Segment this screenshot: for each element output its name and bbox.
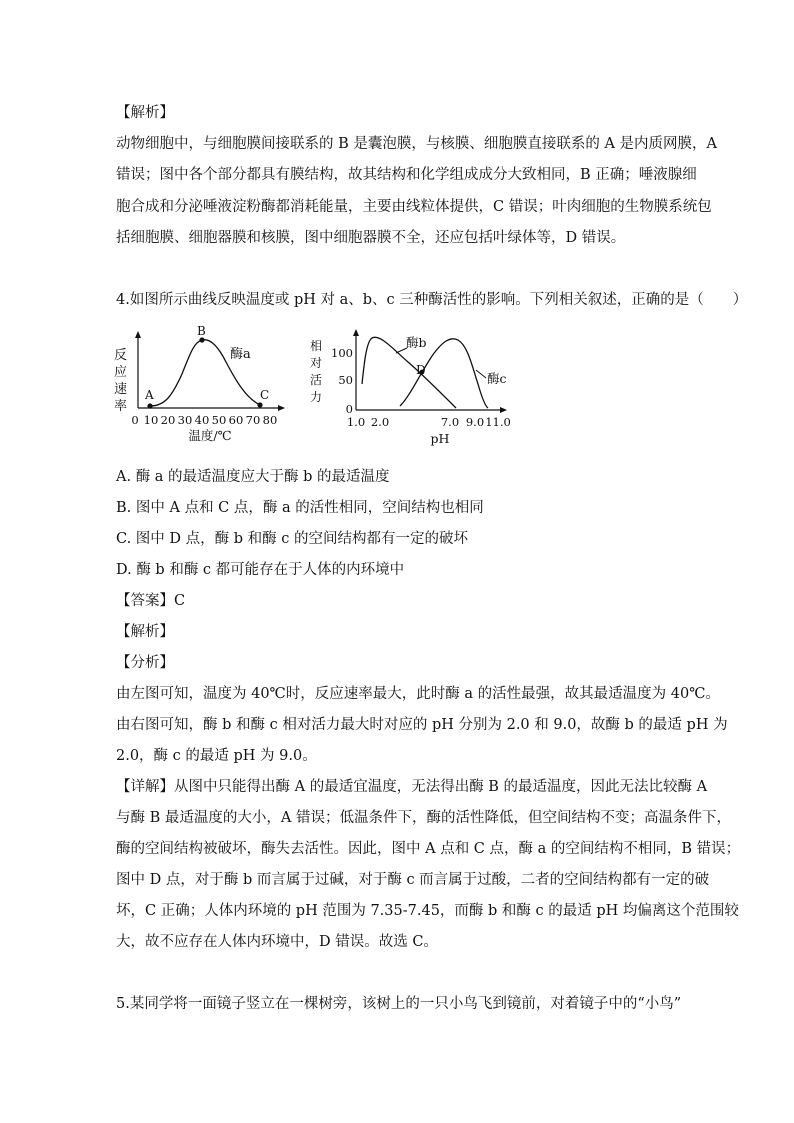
right-xtick: 1.0 <box>346 415 366 429</box>
right-xtick: 2.0 <box>370 415 390 429</box>
left-y-arrow <box>135 331 141 338</box>
answer: 【答案】C <box>116 593 186 609</box>
point-a-marker <box>147 403 152 408</box>
detail-line: 【详解】从图中只能得出酶 A 的最适宜温度，无法得出酶 B 的最适温度，因此无法比较酶 A <box>116 779 708 795</box>
left-xtick: 40 <box>194 413 210 427</box>
left-chart <box>114 326 285 443</box>
left-xtick: 20 <box>160 413 176 427</box>
detail-line: 坏，C 正确；人体内环境的 pH 范围为 7.35-7.45，而酶 b 和酶 c 的最适 pH 均偏离这个范围较 <box>116 903 739 919</box>
left-ylabel-char: 率 <box>114 399 128 414</box>
point-a-label: A <box>145 388 154 402</box>
right-x-arrow <box>500 407 507 413</box>
fenxi-line: 由左图可知，温度为 40℃时，反应速率最大，此时酶 a 的活性最强，故其最适温度为 40℃。 <box>116 686 720 702</box>
right-ylabel-char: 活 <box>310 373 323 387</box>
right-ytick: 0 <box>345 402 353 416</box>
enzyme-activity-figure <box>110 326 530 456</box>
point-c-marker <box>257 402 262 407</box>
enzyme-charts-svg <box>110 326 530 456</box>
right-xtick: 9.0 <box>465 415 485 429</box>
right-ylabel-char: 相 <box>310 339 323 353</box>
left-xtick: 70 <box>245 413 261 427</box>
enzyme-c-label: 酶c <box>487 371 507 386</box>
left-xtick: 50 <box>211 413 227 427</box>
left-ylabel-char: 应 <box>114 365 128 380</box>
left-x-arrow <box>278 405 285 411</box>
enzyme-c-leader <box>476 370 486 378</box>
left-xtick: 30 <box>177 413 193 427</box>
analysis-heading: 【解析】 <box>116 105 174 121</box>
left-xtick: 0 <box>131 413 139 427</box>
right-y-arrow <box>353 329 359 336</box>
left-xtick: 10 <box>143 413 159 427</box>
right-ytick: 50 <box>338 373 353 387</box>
analysis-line: 动物细胞中，与细胞膜间接联系的 B 是囊泡膜，与核膜、细胞膜直接联系的 A 是内质网膜，A <box>116 136 718 152</box>
fenxi-line: 2.0，酶 c 的最适 pH 为 9.0。 <box>116 748 317 764</box>
detail-line: 酶的空间结构被破坏，酶失去活性。因此，图中 A 点和 C 点，酶 a 的空间结构不相同，B 错误； <box>116 841 741 857</box>
left-ylabel-char: 反 <box>114 348 128 363</box>
right-xtick: 7.0 <box>440 415 460 429</box>
option-d: D. 酶 b 和酶 c 都可能存在于人体的内环境中 <box>116 562 405 578</box>
enzyme-a-label: 酶a <box>230 347 251 362</box>
option-c: C. 图中 D 点，酶 b 和酶 c 的空间结构都有一定的破坏 <box>116 531 468 547</box>
analysis-line: 括细胞膜、细胞器膜和核膜，图中细胞器膜不全，还应包括叶绿体等，D 错误。 <box>116 230 626 246</box>
right-ytick: 100 <box>331 346 353 360</box>
left-ylabel-char: 速 <box>114 382 128 397</box>
question-stem: 4.如图所示曲线反映温度或 pH 对 a、b、c 三种酶活性的影响。下列相关叙述，正确的是（ ） <box>116 292 748 308</box>
analysis-line: 胞合成和分泌唾液淀粉酶都消耗能量，主要由线粒体提供，C 错误；叶肉细胞的生物膜系统包 <box>116 199 712 215</box>
analysis-line: 错误；图中各个部分都具有膜结构，故其结构和化学组成成分大致相同，B 正确；唾液腺细 <box>116 167 697 183</box>
analysis-heading: 【解析】 <box>116 624 174 640</box>
point-b-marker <box>199 337 204 342</box>
option-b: B. 图中 A 点和 C 点，酶 a 的活性相同，空间结构也相同 <box>116 500 484 516</box>
point-c-label: C <box>260 388 270 402</box>
left-xtick: 80 <box>262 413 278 427</box>
right-ylabel-char: 对 <box>310 356 323 370</box>
detail-line: 与酶 B 最适温度的大小，A 错误；低温条件下，酶的活性降低，但空间结构不变；高温条件下， <box>116 810 731 826</box>
point-d-label: D <box>416 363 426 377</box>
right-ylabel-char: 力 <box>310 390 323 404</box>
left-xlabel: 温度/℃ <box>188 428 232 443</box>
fenxi-heading: 【分析】 <box>116 655 174 671</box>
right-chart <box>310 329 511 446</box>
option-a: A. 酶 a 的最适温度应大于酶 b 的最适温度 <box>116 469 390 485</box>
question-stem: 5.某同学将一面镜子竖立在一棵树旁，该树上的一只小鸟飞到镜前，对着镜子中的“小鸟” <box>116 996 682 1012</box>
fenxi-line: 由右图可知，酶 b 和酶 c 相对活力最大时对应的 pH 分别为 2.0 和 9.0，故酶 b 的最适 pH 为 <box>116 717 728 733</box>
point-b-label: B <box>197 326 206 338</box>
right-xtick: 11.0 <box>485 415 511 429</box>
right-xlabel: pH <box>430 431 450 446</box>
enzyme-b-label: 酶b <box>406 335 427 350</box>
left-xtick: 60 <box>228 413 244 427</box>
detail-line: 图中 D 点，对于酶 b 而言属于过碱，对于酶 c 而言属于过酸，二者的空间结构都有一定的破 <box>116 872 710 888</box>
detail-line: 大，故不应存在人体内环境中，D 错误。故选 C。 <box>116 934 438 950</box>
